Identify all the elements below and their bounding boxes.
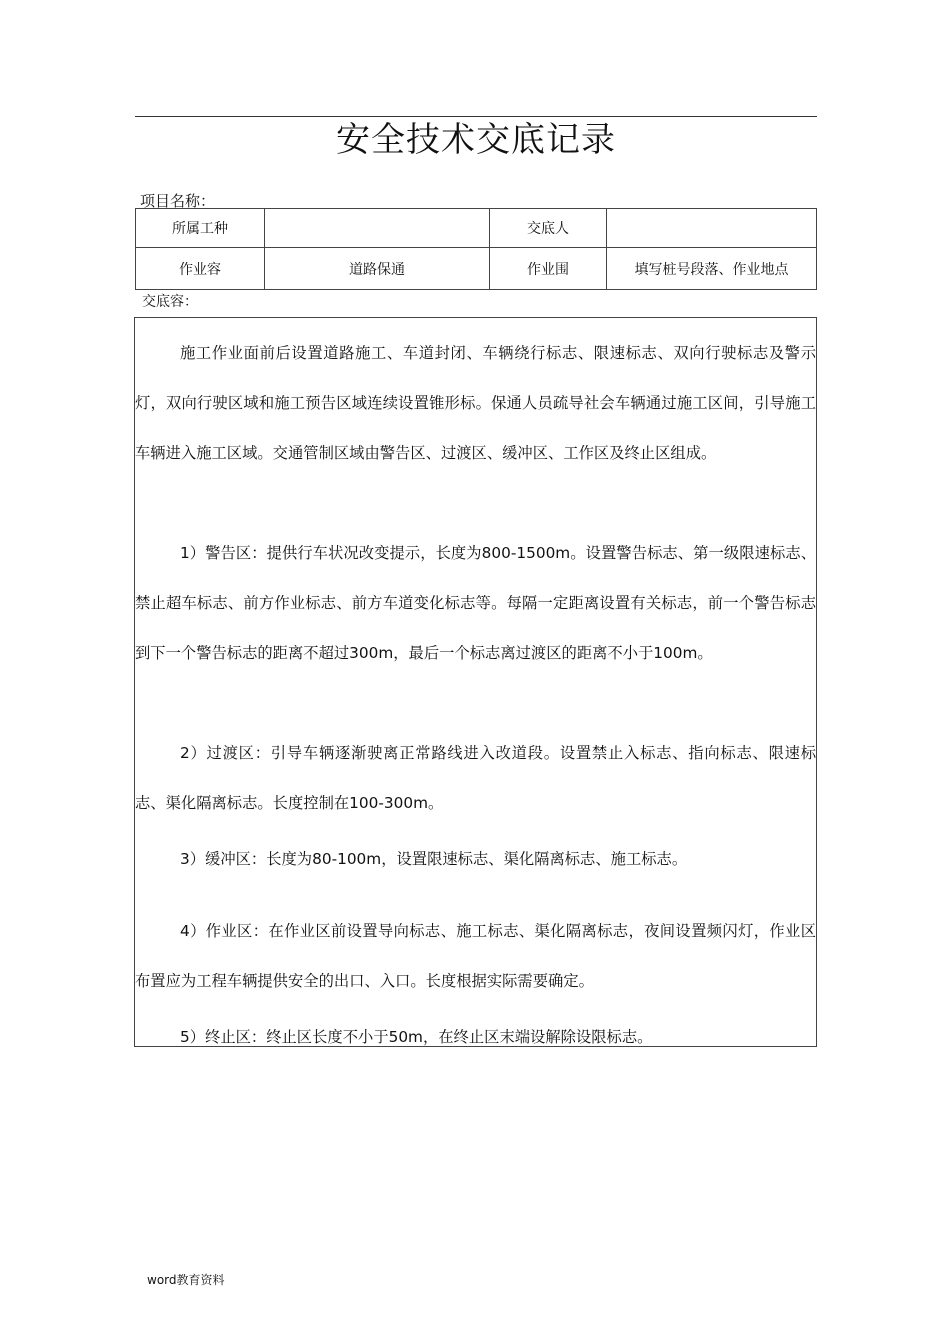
work-scope-value: 填写桩号段落、作业地点: [607, 248, 817, 290]
work-content-label: 作业容: [136, 248, 265, 290]
paragraph-work-zone: 4）作业区：在作业区前设置导向标志、施工标志、渠化隔离标志，夜间设置频闪灯，作业区布置应为工程车辆提供安全的出口、入口。长度根据实际需要确定。: [135, 922, 816, 990]
work-type-value: [265, 209, 490, 248]
work-type-label: 所属工种: [136, 209, 265, 248]
paragraph-transition-zone: 2）过渡区：引导车辆逐渐驶离正常路线进入改道段。设置禁止入标志、指向标志、限速标志、渠化隔离标志。长度控制在100-300m。: [135, 744, 816, 812]
content-label: 交底容：: [142, 294, 198, 310]
work-scope-label: 作业围: [490, 248, 607, 290]
paragraph-warning-zone: 1）警告区：提供行车状况改变提示，长度为800-1500m。设置警告标志、第一级限速标志、禁止超车标志、前方作业标志、前方车道变化标志等。每隔一定距离设置有关标志，前一个警告标志到下一个警告标志的距离不超过300m，最后一个标志离过渡区的距离不小于100m。: [135, 544, 816, 662]
briefer-label: 交底人: [490, 209, 607, 248]
top-rule: [135, 116, 817, 117]
paragraph-end-zone: 5）终止区：终止区长度不小于50m，在终止区末端设解除设限标志。: [180, 1028, 653, 1046]
info-row-2: [136, 248, 817, 290]
document-title: 安全技术交底记录: [336, 120, 616, 160]
project-name-label: 项目名称：: [140, 192, 216, 210]
briefer-value: [607, 209, 817, 248]
footer-text: word教育资料: [147, 1273, 225, 1287]
paragraph-intro: 施工作业面前后设置道路施工、车道封闭、车辆绕行标志、限速标志、双向行驶标志及警示灯，双向行驶区域和施工预告区域连续设置锥形标。保通人员疏导社会车辆通过施工区间，引导施工车辆进入施工区域。交通管制区域由警告区、过渡区、缓冲区、工作区及终止区组成。: [135, 344, 816, 462]
info-table: [135, 208, 817, 290]
info-row-1: [136, 209, 817, 248]
paragraph-buffer-zone: 3）缓冲区：长度为80-100m，设置限速标志、渠化隔离标志、施工标志。: [180, 850, 688, 868]
work-content-value: 道路保通: [265, 248, 490, 290]
content-box: [134, 317, 817, 1047]
